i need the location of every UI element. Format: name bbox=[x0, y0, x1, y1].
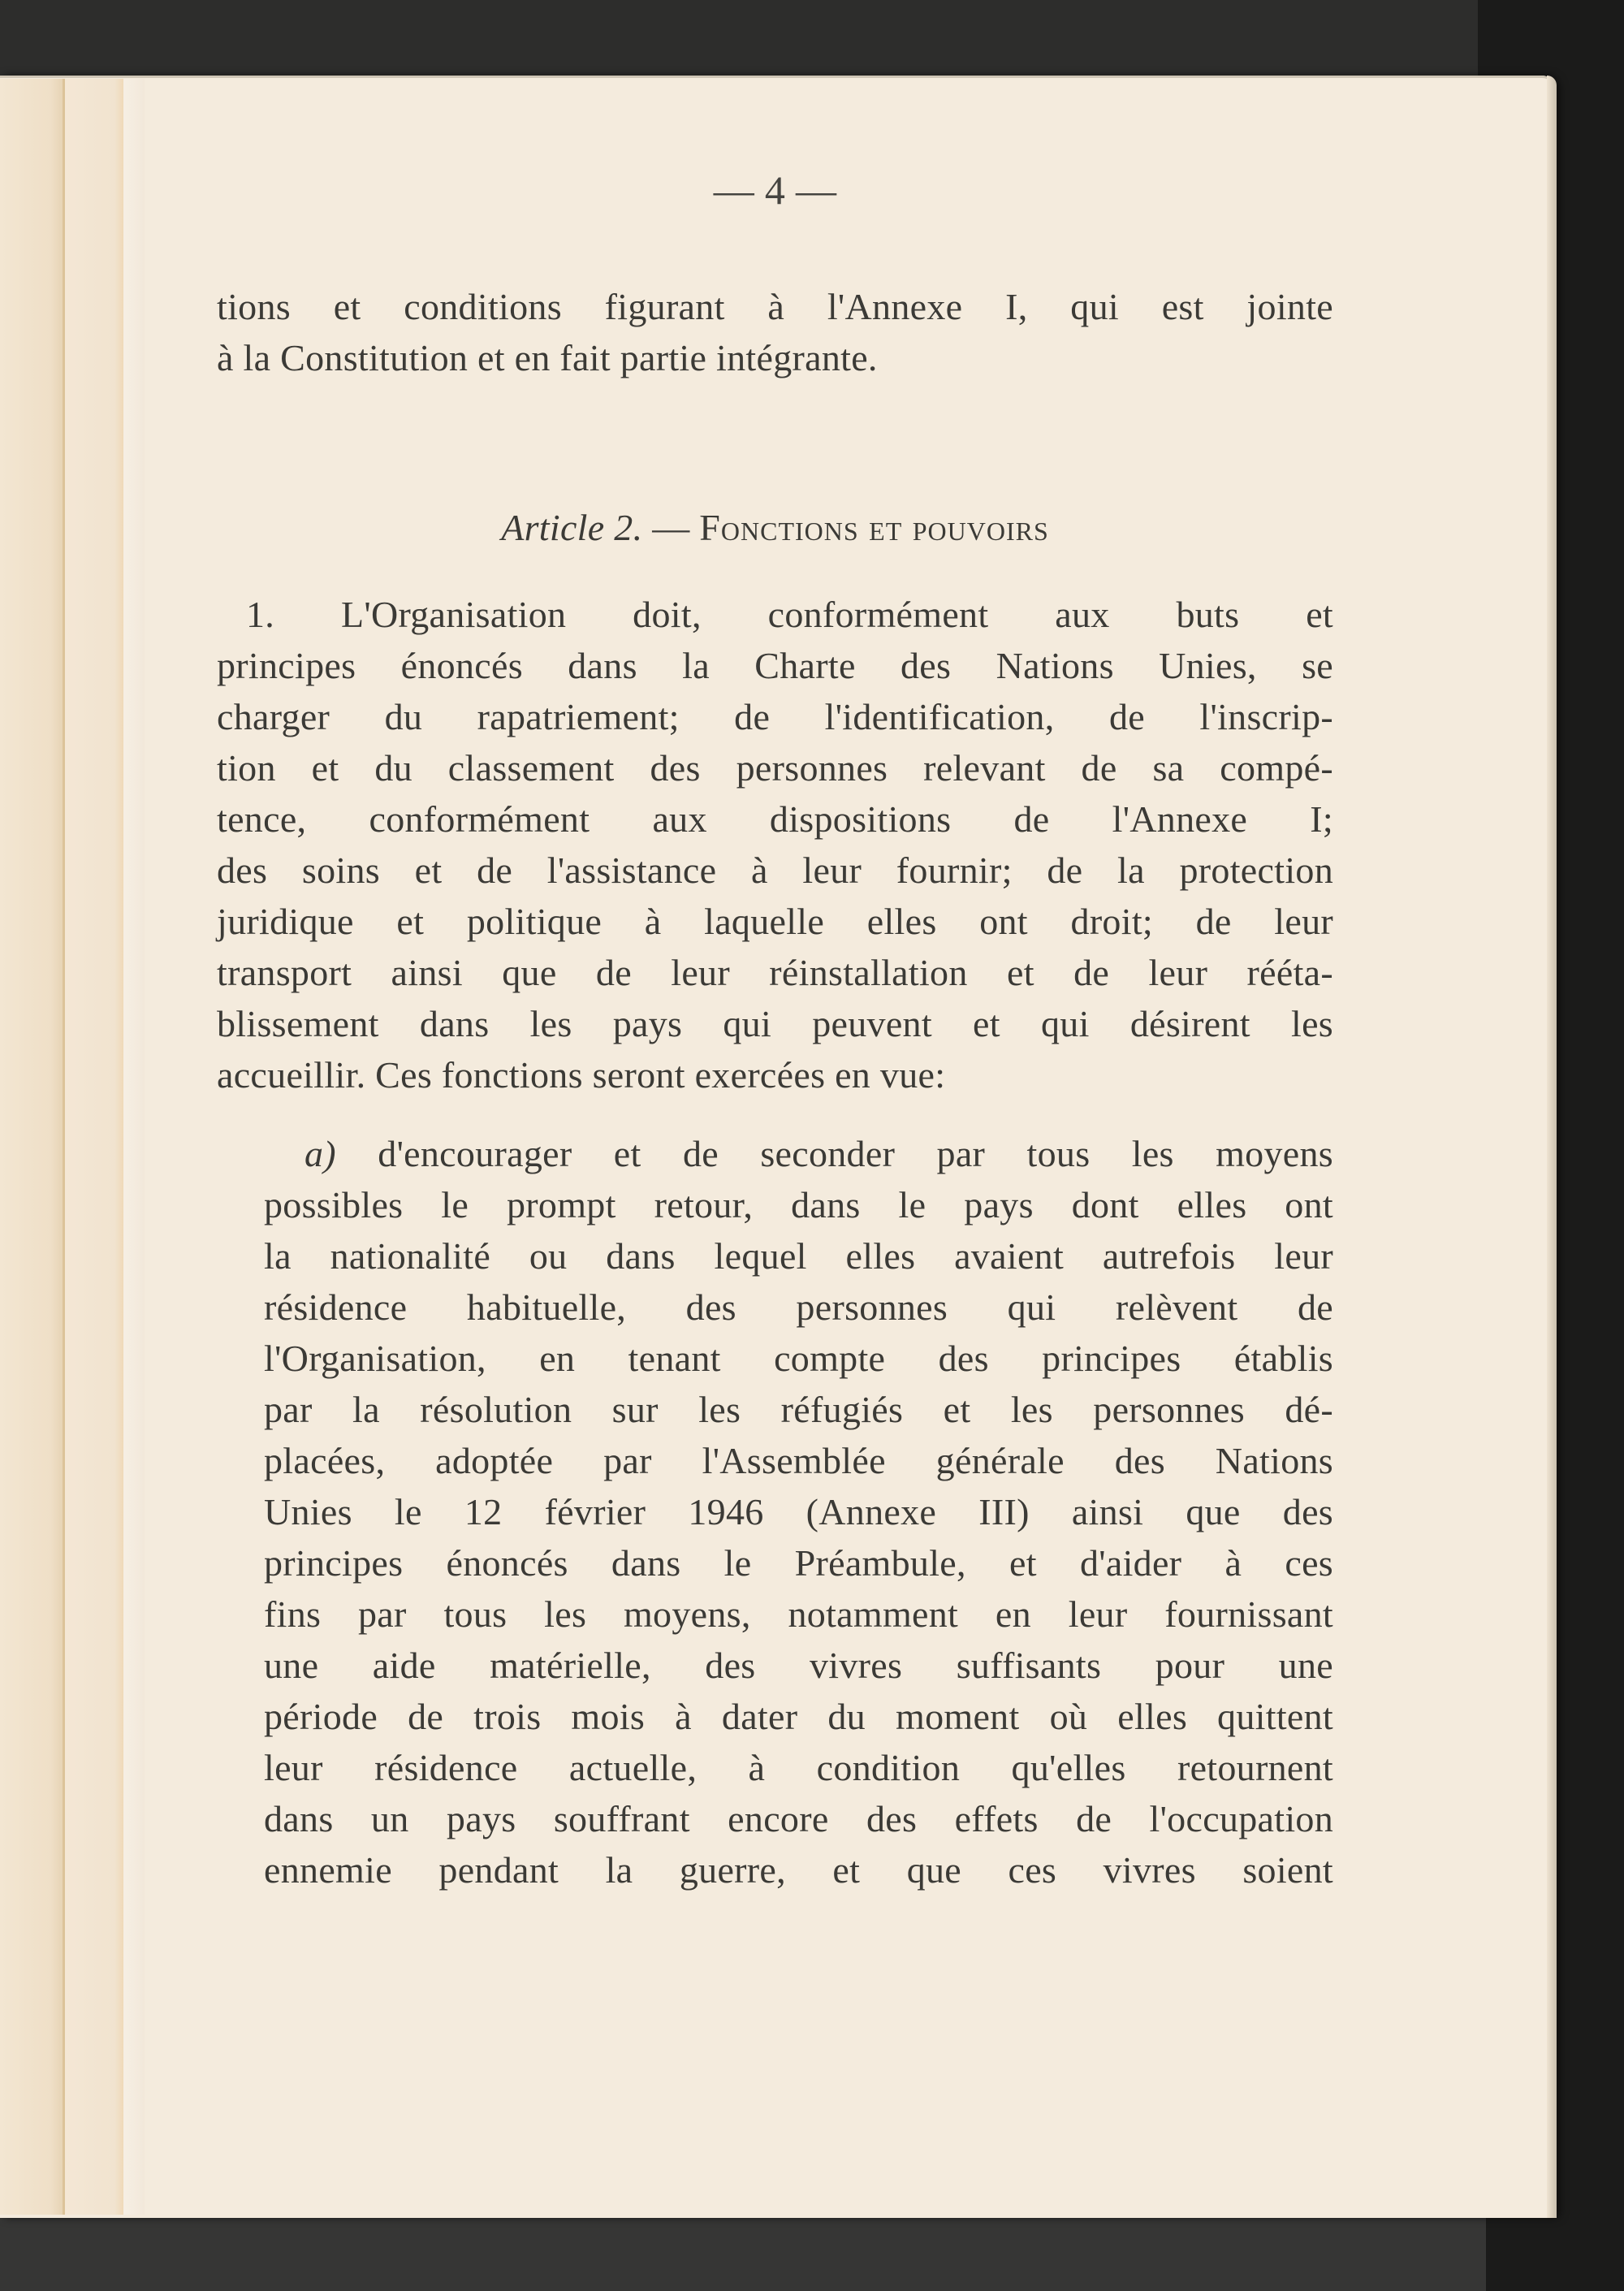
list-item-text: d'encourager et de seconder par tous les moyens bbox=[335, 1133, 1333, 1174]
list-item-line: une aide matérielle, des vivres suffisants pour une bbox=[264, 1645, 1333, 1686]
list-item-line: dans un pays souffrant encore des effets de l'occupation bbox=[264, 1798, 1333, 1839]
list-item-line: période de trois mois à dater du moment où elles quittent bbox=[264, 1696, 1333, 1737]
scan-background-top bbox=[0, 0, 1478, 77]
paragraph-line: accueillir. Ces fonctions seront exercées en vue: bbox=[217, 1054, 946, 1096]
article-dash: — bbox=[642, 507, 700, 548]
list-item-line: la nationalité ou dans lequel elles avaient autrefois leur bbox=[264, 1235, 1333, 1277]
list-item-line: fins par tous les moyens, notamment en leur fournissant bbox=[264, 1593, 1333, 1635]
paragraph-line: 1. L'Organisation doit, conformément aux buts et bbox=[246, 594, 1333, 635]
paragraph-line: transport ainsi que de leur réinstallation et de leur rééta- bbox=[217, 952, 1333, 993]
list-item-first-line bbox=[304, 1130, 1333, 1178]
list-item-line: par la résolution sur les réfugiés et les personnes dé- bbox=[264, 1389, 1333, 1430]
previous-page-edge bbox=[0, 79, 63, 2215]
article-number: Article 2. bbox=[501, 507, 643, 548]
paragraph-line: des soins et de l'assistance à leur fournir; de la protection bbox=[217, 849, 1333, 891]
gutter-strip bbox=[65, 79, 123, 2215]
paragraph-line: tence, conformément aux dispositions de l'Annexe I; bbox=[217, 798, 1333, 840]
list-item-line: résidence habituelle, des personnes qui relèvent de bbox=[264, 1286, 1333, 1328]
article-title: Fonctions et pouvoirs bbox=[699, 507, 1049, 548]
list-item-line: leur résidence actuelle, à condition qu'elles retournent bbox=[264, 1747, 1333, 1788]
paragraph-line: charger du rapatriement; de l'identification, de l'inscrip- bbox=[217, 696, 1333, 737]
intro-line: tions et conditions figurant à l'Annexe I, qui est jointe bbox=[217, 286, 1333, 327]
paragraph-line: tion et du classement des personnes relevant de sa compé- bbox=[217, 747, 1333, 789]
list-item-line: placées, adoptée par l'Assemblée générale des Nations bbox=[264, 1440, 1333, 1481]
gutter-fold bbox=[123, 79, 145, 2215]
list-item-line: l'Organisation, en tenant compte des principes établis bbox=[264, 1338, 1333, 1379]
paragraph-line: juridique et politique à laquelle elles ont droit; de leur bbox=[217, 901, 1333, 942]
scan-background-bottom bbox=[0, 2215, 1486, 2291]
list-item-line: principes énoncés dans le Préambule, et d'aider à ces bbox=[264, 1542, 1333, 1584]
page-number: — 4 — bbox=[713, 167, 837, 213]
list-item-line: Unies le 12 février 1946 (Annexe III) ainsi que des bbox=[264, 1491, 1333, 1532]
paragraph-line: blissement dans les pays qui peuvent et qui désirent les bbox=[217, 1003, 1333, 1044]
list-item-label: a) bbox=[304, 1133, 336, 1174]
list-item-line: possibles le prompt retour, dans le pays dont elles ont bbox=[264, 1184, 1333, 1225]
article-heading bbox=[217, 504, 1333, 552]
list-item-line: ennemie pendant la guerre, et que ces vivres soient bbox=[264, 1849, 1333, 1891]
intro-line: à la Constitution et en fait partie intégrante. bbox=[217, 337, 878, 378]
paragraph-line: principes énoncés dans la Charte des Nations Unies, se bbox=[217, 645, 1333, 686]
page-edge bbox=[1547, 76, 1557, 2218]
